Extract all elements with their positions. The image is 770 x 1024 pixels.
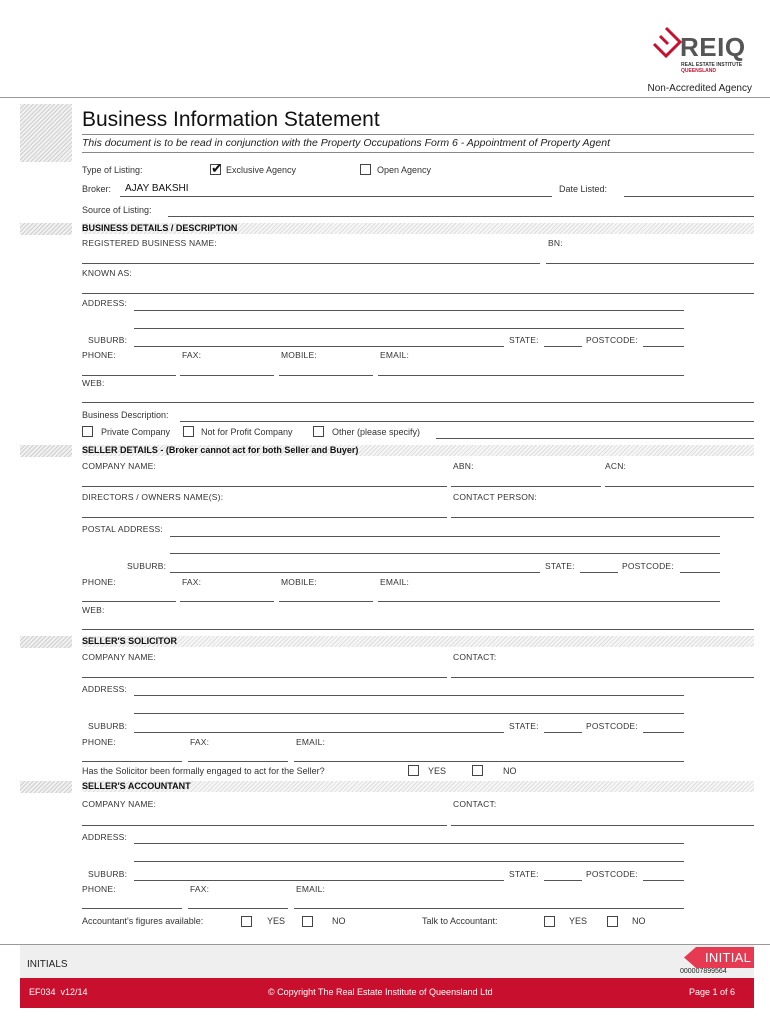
talk-yes-checkbox[interactable] [544, 916, 555, 927]
broker-label: Broker: [82, 184, 112, 194]
seller-suburb-field[interactable] [170, 572, 540, 573]
barcode-number: 000007899564 [680, 968, 727, 975]
page-subtitle: This document is to be read in conjunction with the Property Occupations Form 6 - Appointment of Property Agent [82, 137, 610, 149]
page-title: Business Information Statement [82, 108, 380, 131]
contact-person-field[interactable] [451, 517, 754, 518]
seller-heading: SELLER DETAILS - (Broker cannot act for both Seller and Buyer) [82, 445, 754, 456]
seller-acn-label: ACN: [605, 461, 627, 471]
solicitor-engaged-yes-checkbox[interactable] [408, 765, 419, 776]
figures-yes-label: YES [267, 916, 286, 926]
postal-address-field-1[interactable] [170, 536, 720, 537]
registered-name-field[interactable] [82, 263, 540, 264]
accountant-address-field-1[interactable] [134, 843, 684, 844]
seller-web-field[interactable] [82, 629, 754, 630]
seller-company-label: COMPANY NAME: [82, 461, 157, 471]
talk-to-accountant-label: Talk to Accountant: [422, 916, 498, 926]
date-listed-label: Date Listed: [559, 184, 608, 194]
address-label: ADDRESS: [82, 298, 128, 308]
mobile-label: MOBILE: [281, 350, 317, 360]
postal-address-label: POSTAL ADDRESS: [82, 524, 163, 534]
header-rule [0, 97, 770, 98]
seller-email-label: EMAIL: [380, 577, 410, 587]
contact-person-label: CONTACT PERSON: [453, 492, 537, 502]
seller-mobile-field[interactable] [279, 601, 373, 602]
logo-sub-queensland: QUEENSLAND [681, 68, 717, 74]
other-checkbox[interactable] [313, 426, 324, 437]
hatch-bar-solicitor [20, 636, 72, 648]
accountant-contact-label: CONTACT: [453, 799, 497, 809]
phone-field[interactable] [82, 375, 176, 376]
solicitor-engaged-no-checkbox[interactable] [472, 765, 483, 776]
seller-email-field[interactable] [378, 601, 720, 602]
solicitor-phone-field[interactable] [82, 761, 182, 762]
logo-text: REIQ [680, 32, 746, 62]
bn-label: BN: [548, 238, 563, 248]
solicitor-fax-label: FAX: [190, 737, 210, 747]
seller-abn-field[interactable] [451, 486, 601, 487]
suburb-field[interactable] [134, 346, 504, 347]
private-company-label: Private Company [101, 427, 171, 437]
seller-fax-field[interactable] [180, 601, 274, 602]
form-code: EF034 v12/14 [29, 987, 88, 997]
initials-label: INITIALS [27, 959, 68, 970]
exclusive-agency-checkbox[interactable] [210, 164, 221, 175]
description-field[interactable] [180, 421, 754, 422]
copyright: © Copyright The Real Estate Institute of Queensland Ltd [268, 987, 493, 997]
figures-yes-checkbox[interactable] [241, 916, 252, 927]
private-company-checkbox[interactable] [82, 426, 93, 437]
source-field[interactable] [168, 216, 754, 217]
directors-field[interactable] [82, 517, 447, 518]
solicitor-state-field[interactable] [544, 732, 582, 733]
fax-field[interactable] [180, 375, 274, 376]
initials-box[interactable] [20, 945, 754, 978]
listing-type-label: Type of Listing: [82, 165, 143, 175]
suburb-label: SUBURB: [88, 335, 128, 345]
solicitor-company-field[interactable] [82, 677, 447, 678]
broker-field[interactable] [120, 196, 552, 197]
reiq-diamond-icon [652, 26, 682, 58]
accountant-contact-field[interactable] [451, 825, 754, 826]
seller-fax-label: FAX: [182, 577, 202, 587]
solicitor-engaged-no-label: NO [503, 766, 517, 776]
figures-no-label: NO [332, 916, 346, 926]
postcode-label: POSTCODE: [586, 335, 638, 345]
open-agency-label: Open Agency [377, 165, 432, 175]
accountant-phone-label: PHONE: [82, 884, 116, 894]
postcode-field[interactable] [643, 346, 684, 347]
other-specify-field[interactable] [436, 438, 754, 439]
accountant-suburb-label: SUBURB: [88, 869, 128, 879]
hatch-bar-seller [20, 445, 72, 457]
solicitor-suburb-label: SUBURB: [88, 721, 128, 731]
state-label: STATE: [509, 335, 539, 345]
solicitor-company-label: COMPANY NAME: [82, 652, 157, 662]
seller-suburb-label: SUBURB: [127, 561, 167, 571]
seller-abn-label: ABN: [453, 461, 474, 471]
not-for-profit-label: Not for Profit Company [201, 427, 293, 437]
talk-no-label: NO [632, 916, 646, 926]
accountant-company-field[interactable] [82, 825, 447, 826]
state-field[interactable] [544, 346, 582, 347]
fax-label: FAX: [182, 350, 202, 360]
phone-label: PHONE: [82, 350, 116, 360]
talk-no-checkbox[interactable] [607, 916, 618, 927]
not-for-profit-checkbox[interactable] [183, 426, 194, 437]
seller-state-label: STATE: [545, 561, 575, 571]
hatch-bar-business [20, 223, 72, 235]
accountant-postcode-label: POSTCODE: [586, 869, 638, 879]
accountant-state-label: STATE: [509, 869, 539, 879]
logo-sub-institute: REAL ESTATE INSTITUTE [681, 62, 743, 68]
web-label: WEB: [82, 378, 105, 388]
agency-type: Non-Accredited Agency [647, 83, 752, 94]
accountant-fax-field[interactable] [188, 908, 288, 909]
solicitor-heading: SELLER'S SOLICITOR [82, 636, 754, 647]
page-number: Page 1 of 6 [689, 987, 736, 997]
accountant-email-field[interactable] [294, 908, 684, 909]
accountant-email-label: EMAIL: [296, 884, 326, 894]
figures-no-checkbox[interactable] [302, 916, 313, 927]
registered-name-label: REGISTERED BUSINESS NAME: [82, 238, 217, 248]
seller-web-label: WEB: [82, 605, 105, 615]
seller-phone-label: PHONE: [82, 577, 116, 587]
solicitor-postcode-label: POSTCODE: [586, 721, 638, 731]
solicitor-state-label: STATE: [509, 721, 539, 731]
accountant-postcode-field[interactable] [643, 880, 684, 881]
mobile-field[interactable] [279, 375, 373, 376]
seller-state-field[interactable] [580, 572, 618, 573]
postal-address-field-2[interactable] [170, 553, 720, 554]
accountant-company-label: COMPANY NAME: [82, 799, 157, 809]
accountant-heading: SELLER'S ACCOUNTANT [82, 781, 754, 792]
address-field-2[interactable] [134, 328, 684, 329]
solicitor-email-label: EMAIL: [296, 737, 326, 747]
known-as-field[interactable] [82, 293, 754, 294]
seller-postcode-field[interactable] [680, 572, 720, 573]
seller-company-field[interactable] [82, 486, 447, 487]
figures-available-label: Accountant's figures available: [82, 916, 204, 926]
solicitor-postcode-field[interactable] [643, 732, 684, 733]
solicitor-fax-field[interactable] [188, 761, 288, 762]
accountant-fax-label: FAX: [190, 884, 210, 894]
solicitor-phone-label: PHONE: [82, 737, 116, 747]
seller-postcode-label: POSTCODE: [622, 561, 674, 571]
solicitor-address-label: ADDRESS: [82, 684, 128, 694]
solicitor-address-field-1[interactable] [134, 695, 684, 696]
solicitor-address-field-2[interactable] [134, 713, 684, 714]
solicitor-contact-field[interactable] [451, 677, 754, 678]
email-field[interactable] [378, 375, 684, 376]
exclusive-agency-label: Exclusive Agency [226, 165, 297, 175]
reiq-logo [652, 24, 754, 84]
solicitor-engaged-question: Has the Solicitor been formally engaged to act for the Seller? [82, 766, 325, 776]
business-heading: BUSINESS DETAILS / DESCRIPTION [82, 223, 754, 234]
open-agency-checkbox[interactable] [360, 164, 371, 175]
address-field-1[interactable] [134, 310, 684, 311]
other-label: Other (please specify) [332, 427, 421, 437]
solicitor-engaged-yes-label: YES [428, 766, 447, 776]
known-as-label: KNOWN AS: [82, 268, 132, 278]
talk-yes-label: YES [569, 916, 588, 926]
accountant-address-label: ADDRESS: [82, 832, 128, 842]
hatch-bar-header [20, 104, 72, 162]
seller-phone-field[interactable] [82, 601, 176, 602]
solicitor-suburb-field[interactable] [134, 732, 504, 733]
accountant-state-field[interactable] [544, 880, 582, 881]
seller-acn-field[interactable] [605, 486, 754, 487]
source-label: Source of Listing: [82, 205, 152, 215]
accountant-suburb-field[interactable] [134, 880, 504, 881]
initial-tab-label: INITIAL [705, 950, 752, 965]
date-listed-field[interactable] [624, 196, 754, 197]
broker-value[interactable]: AJAY BAKSHI [125, 183, 189, 194]
description-label: Business Description: [82, 410, 169, 420]
email-label: EMAIL: [380, 350, 410, 360]
web-field[interactable] [82, 402, 754, 403]
accountant-address-field-2[interactable] [134, 861, 684, 862]
solicitor-email-field[interactable] [294, 761, 684, 762]
hatch-bar-accountant [20, 781, 72, 793]
seller-mobile-label: MOBILE: [281, 577, 317, 587]
solicitor-contact-label: CONTACT: [453, 652, 497, 662]
accountant-phone-field[interactable] [82, 908, 182, 909]
directors-label: DIRECTORS / OWNERS NAME(S): [82, 492, 224, 502]
bn-field[interactable] [546, 263, 754, 264]
